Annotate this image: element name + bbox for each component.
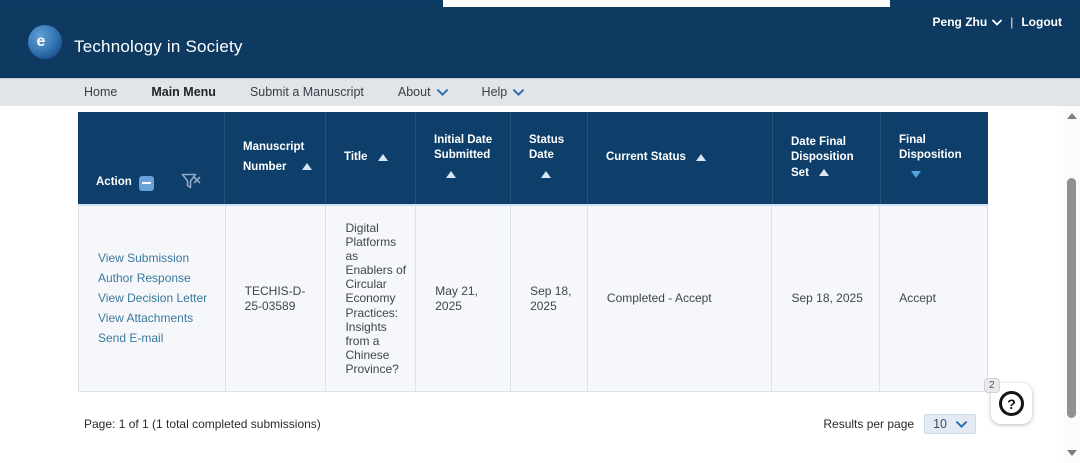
top-strip-left (0, 0, 443, 7)
column-header-date-final-disposition-set[interactable]: Date Final Disposition Set (773, 112, 881, 204)
column-header-current-status[interactable]: Current Status (588, 112, 773, 204)
cell-current-status: Completed - Accept (588, 206, 773, 391)
logout-link[interactable]: Logout (1021, 15, 1062, 29)
nav-main-menu[interactable]: Main Menu (151, 85, 216, 99)
table-header-row (78, 112, 988, 204)
top-strip-middle (443, 0, 890, 7)
chevron-down-icon (513, 89, 524, 96)
cell-manuscript-number: TECHIS-D-25-03589 (226, 206, 327, 391)
collapse-actions-icon[interactable] (139, 176, 154, 191)
help-widget (988, 380, 1032, 424)
cell-actions (79, 206, 226, 391)
nav-help[interactable] (482, 85, 525, 99)
app-header (0, 7, 1080, 78)
cell-date-final-disposition-set: Sep 18, 2025 (772, 206, 880, 391)
send-email-link[interactable]: Send E-mail (98, 331, 164, 345)
view-attachments-link[interactable]: View Attachments (98, 311, 194, 325)
view-submission-link[interactable]: View Submission (98, 251, 190, 265)
top-strip-right (890, 0, 1080, 7)
view-decision-letter-link[interactable]: View Decision Letter (98, 291, 208, 305)
results-per-page-select[interactable]: 10 (924, 414, 976, 434)
sort-asc-icon (378, 154, 388, 161)
results-per-page (823, 414, 976, 434)
user-name: Peng Zhu (932, 15, 988, 29)
editorial-manager-logo (28, 25, 62, 59)
chevron-down-icon (956, 421, 967, 428)
author-response-link[interactable]: Author Response (98, 271, 191, 285)
logo-letter: e (36, 33, 46, 50)
column-header-manuscript-number[interactable]: Manuscript Number (225, 112, 326, 204)
sort-asc-icon (541, 171, 551, 178)
sort-asc-icon (446, 171, 456, 178)
action-header-label: Action (96, 176, 132, 189)
scrollbar-up-arrow[interactable] (1067, 113, 1077, 119)
pagination-footer (84, 414, 976, 434)
nav-help-label: Help (481, 85, 508, 99)
cell-initial-date-submitted: May 21, 2025 (416, 206, 511, 391)
table-row (78, 206, 988, 392)
results-per-page-label: Results per page (823, 417, 915, 431)
clear-filter-icon[interactable] (181, 173, 202, 190)
main-nav (0, 78, 1080, 106)
user-area (933, 15, 1062, 29)
nav-about[interactable] (398, 85, 448, 99)
journal-title: Technology in Society (74, 37, 243, 56)
scrollbar-thumb[interactable] (1067, 178, 1076, 418)
scrollbar-down-arrow[interactable] (1067, 450, 1077, 456)
chevron-down-icon (437, 89, 448, 96)
help-button[interactable] (989, 380, 1032, 424)
nav-home[interactable]: Home (84, 85, 118, 99)
nav-about-label: About (397, 85, 431, 99)
nav-submit-manuscript[interactable]: Submit a Manuscript (249, 85, 364, 99)
completed-submissions-table (78, 112, 988, 392)
column-header-status-date[interactable]: Status Date (511, 112, 588, 204)
header-separator: | (1010, 15, 1014, 29)
column-header-title[interactable]: Title (326, 112, 416, 204)
page-info: Page: 1 of 1 (1 total completed submissions) (84, 417, 321, 431)
chevron-down-icon (992, 19, 1002, 26)
sort-desc-icon-active (911, 171, 921, 178)
help-badge: 2 (984, 378, 1000, 393)
top-edge-strip (0, 0, 1080, 7)
cell-title: Digital Platforms as Enablers of Circular Economy Practices: Insights from a Chinese Province? (326, 206, 416, 391)
column-header-initial-date-submitted[interactable]: Initial Date Submitted (416, 112, 511, 204)
sort-asc-icon (819, 169, 829, 176)
column-header-final-disposition[interactable]: Final Disposition (881, 112, 988, 204)
user-menu[interactable] (933, 15, 1003, 29)
vertical-scrollbar[interactable] (1063, 106, 1080, 463)
sort-asc-icon (696, 154, 706, 161)
cell-status-date: Sep 18, 2025 (511, 206, 588, 391)
question-mark-icon: ? (999, 391, 1024, 416)
sort-asc-icon (302, 163, 312, 170)
cell-final-disposition: Accept (899, 291, 936, 305)
column-header-action (78, 112, 225, 204)
